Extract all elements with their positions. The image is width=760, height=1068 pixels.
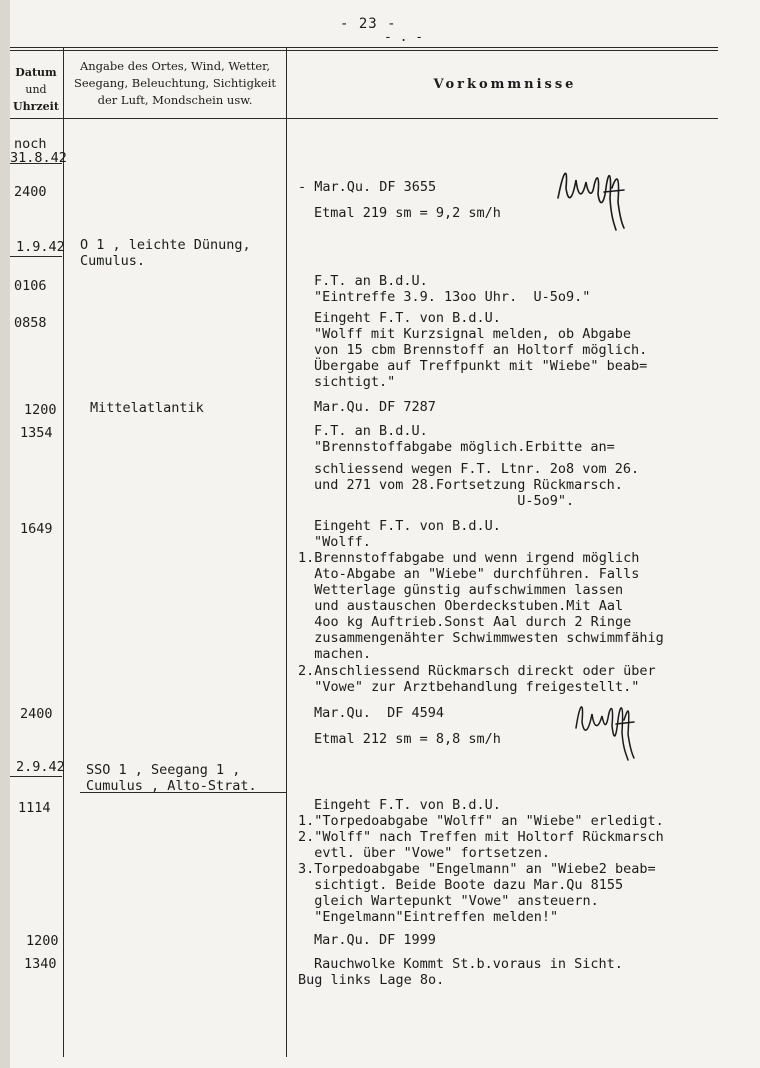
page-mark: - . - — [384, 30, 424, 45]
event-line: F.T. an B.d.U. — [314, 423, 428, 439]
place-weather: Cumulus. — [80, 253, 146, 269]
event-line: "Brennstoffabgabe möglich.Erbitte an= — [314, 439, 615, 455]
event-line: Wetterlage günstig aufschwimmen lassen — [298, 582, 624, 598]
header-rule — [10, 118, 718, 119]
header-place: Angabe des Ortes, Wind, Wetter, Seegang, Beleuchtung, Sichtigkeit der Luft, Mondschein usw. — [73, 59, 277, 107]
event-line: zusammengenähter Schwimmwesten schwimmfähig — [298, 630, 664, 646]
signature-wolff — [554, 158, 634, 234]
event-line: Etmal 212 sm = 8,8 sm/h — [314, 731, 501, 747]
event-line: von 15 cbm Brennstoff an Holtorf möglich. — [314, 342, 648, 358]
top-rule — [10, 47, 718, 48]
place-weather: Cumulus , Alto-Strat. — [86, 778, 257, 794]
entry-time: 1200 — [26, 933, 59, 949]
event-line: sichtigt. Beide Boote dazu Mar.Qu 8155 — [298, 877, 624, 893]
event-line: Bug links Lage 8o. — [298, 972, 445, 988]
top-rule-2 — [10, 50, 718, 51]
date-underline — [10, 256, 62, 257]
entry-time: 1200 — [24, 402, 57, 418]
entry-date: 2.9.42 — [16, 759, 65, 775]
entry-time: 1340 — [24, 956, 57, 972]
event-line: Ato-Abgabe an "Wiebe" durchführen. Falls — [298, 566, 640, 582]
event-line: F.T. an B.d.U. — [314, 273, 428, 289]
entry-time: 2400 — [20, 706, 53, 722]
event-line: "Eintreffe 3.9. 13oo Uhr. U-5o9." — [314, 289, 591, 305]
event-line: Eingeht F.T. von B.d.U. — [314, 518, 501, 534]
page-edge — [0, 0, 10, 1068]
event-line: evtl. über "Vowe" fortsetzen. — [298, 845, 550, 861]
place-weather: O 1 , leichte Dünung, — [80, 237, 251, 253]
entry-time: 1114 — [18, 800, 51, 816]
event-line: U-5o9". — [314, 493, 575, 509]
event-line: Mar.Qu. DF 1999 — [314, 932, 436, 948]
event-line: "Vowe" zur Arztbehandlung freigestellt." — [298, 679, 640, 695]
event-line: 2.Anschliessend Rückmarsch direckt oder über — [298, 663, 656, 679]
event-line: schliessend wegen F.T. Ltnr. 2o8 vom 26. — [314, 461, 640, 477]
event-line: Mar.Qu. DF 4594 — [314, 705, 445, 721]
event-line: und austauschen Oberdeckstuben.Mit Aal — [298, 598, 624, 614]
column-divider-1 — [63, 47, 64, 1057]
event-line: und 271 vom 28.Fortsetzung Rückmarsch. — [314, 477, 623, 493]
date-underline — [10, 776, 62, 777]
header-events: Vorkommnisse — [433, 77, 577, 92]
place-location: Mittelatlantik — [90, 400, 204, 416]
event-line: "Wolff mit Kurzsignal melden, ob Abgabe — [314, 326, 631, 342]
entry-date: 31.8.42 — [10, 150, 67, 166]
place-weather: SSO 1 , Seegang 1 , — [86, 762, 241, 778]
page-number: - 23 - — [340, 16, 397, 32]
event-line: Eingeht F.T. von B.d.U. — [314, 310, 501, 326]
event-line: Mar.Qu. DF 7287 — [314, 399, 436, 415]
event-line: Übergabe auf Treffpunkt mit "Wiebe" beab= — [314, 358, 648, 374]
entry-date: 1.9.42 — [16, 239, 65, 255]
event-line: Etmal 219 sm = 9,2 sm/h — [314, 205, 501, 221]
event-line: Rauchwolke Kommt St.b.voraus in Sicht. — [314, 956, 623, 972]
event-line: Eingeht F.T. von B.d.U. — [314, 797, 501, 813]
entry-time: 0858 — [14, 315, 47, 331]
entry-time: 0106 — [14, 278, 47, 294]
entry-time: 1354 — [20, 425, 53, 441]
event-line: "Engelmann"Eintreffen melden!" — [298, 909, 559, 925]
event-line: sichtigt." — [314, 374, 396, 390]
entry-date: noch — [14, 136, 47, 152]
event-line: 1."Torpedoabgabe "Wolff" an "Wiebe" erledigt. — [298, 813, 664, 829]
event-line: gleich Wartepunkt "Vowe" ansteuern. — [298, 893, 599, 909]
event-line: machen. — [298, 646, 372, 662]
column-divider-2 — [286, 47, 287, 1057]
event-line: 4oo kg Auftrieb.Sonst Aal durch 2 Ringe — [298, 614, 632, 630]
event-line: "Wolff. — [314, 534, 371, 550]
event-line: - Mar.Qu. DF 3655 — [298, 179, 437, 195]
entry-time: 1649 — [20, 521, 53, 537]
signature-wolff — [572, 690, 642, 762]
header-date: Datum und Uhrzeit — [13, 66, 59, 113]
event-line: 2."Wolff" nach Treffen mit Holtorf Rückmarsch — [298, 829, 664, 845]
event-line: 3.Torpedoabgabe "Engelmann" an "Wiebe2 beab= — [298, 861, 656, 877]
event-line: 1.Brennstoffabgabe und wenn irgend möglich — [298, 550, 640, 566]
entry-time: 2400 — [14, 184, 47, 200]
